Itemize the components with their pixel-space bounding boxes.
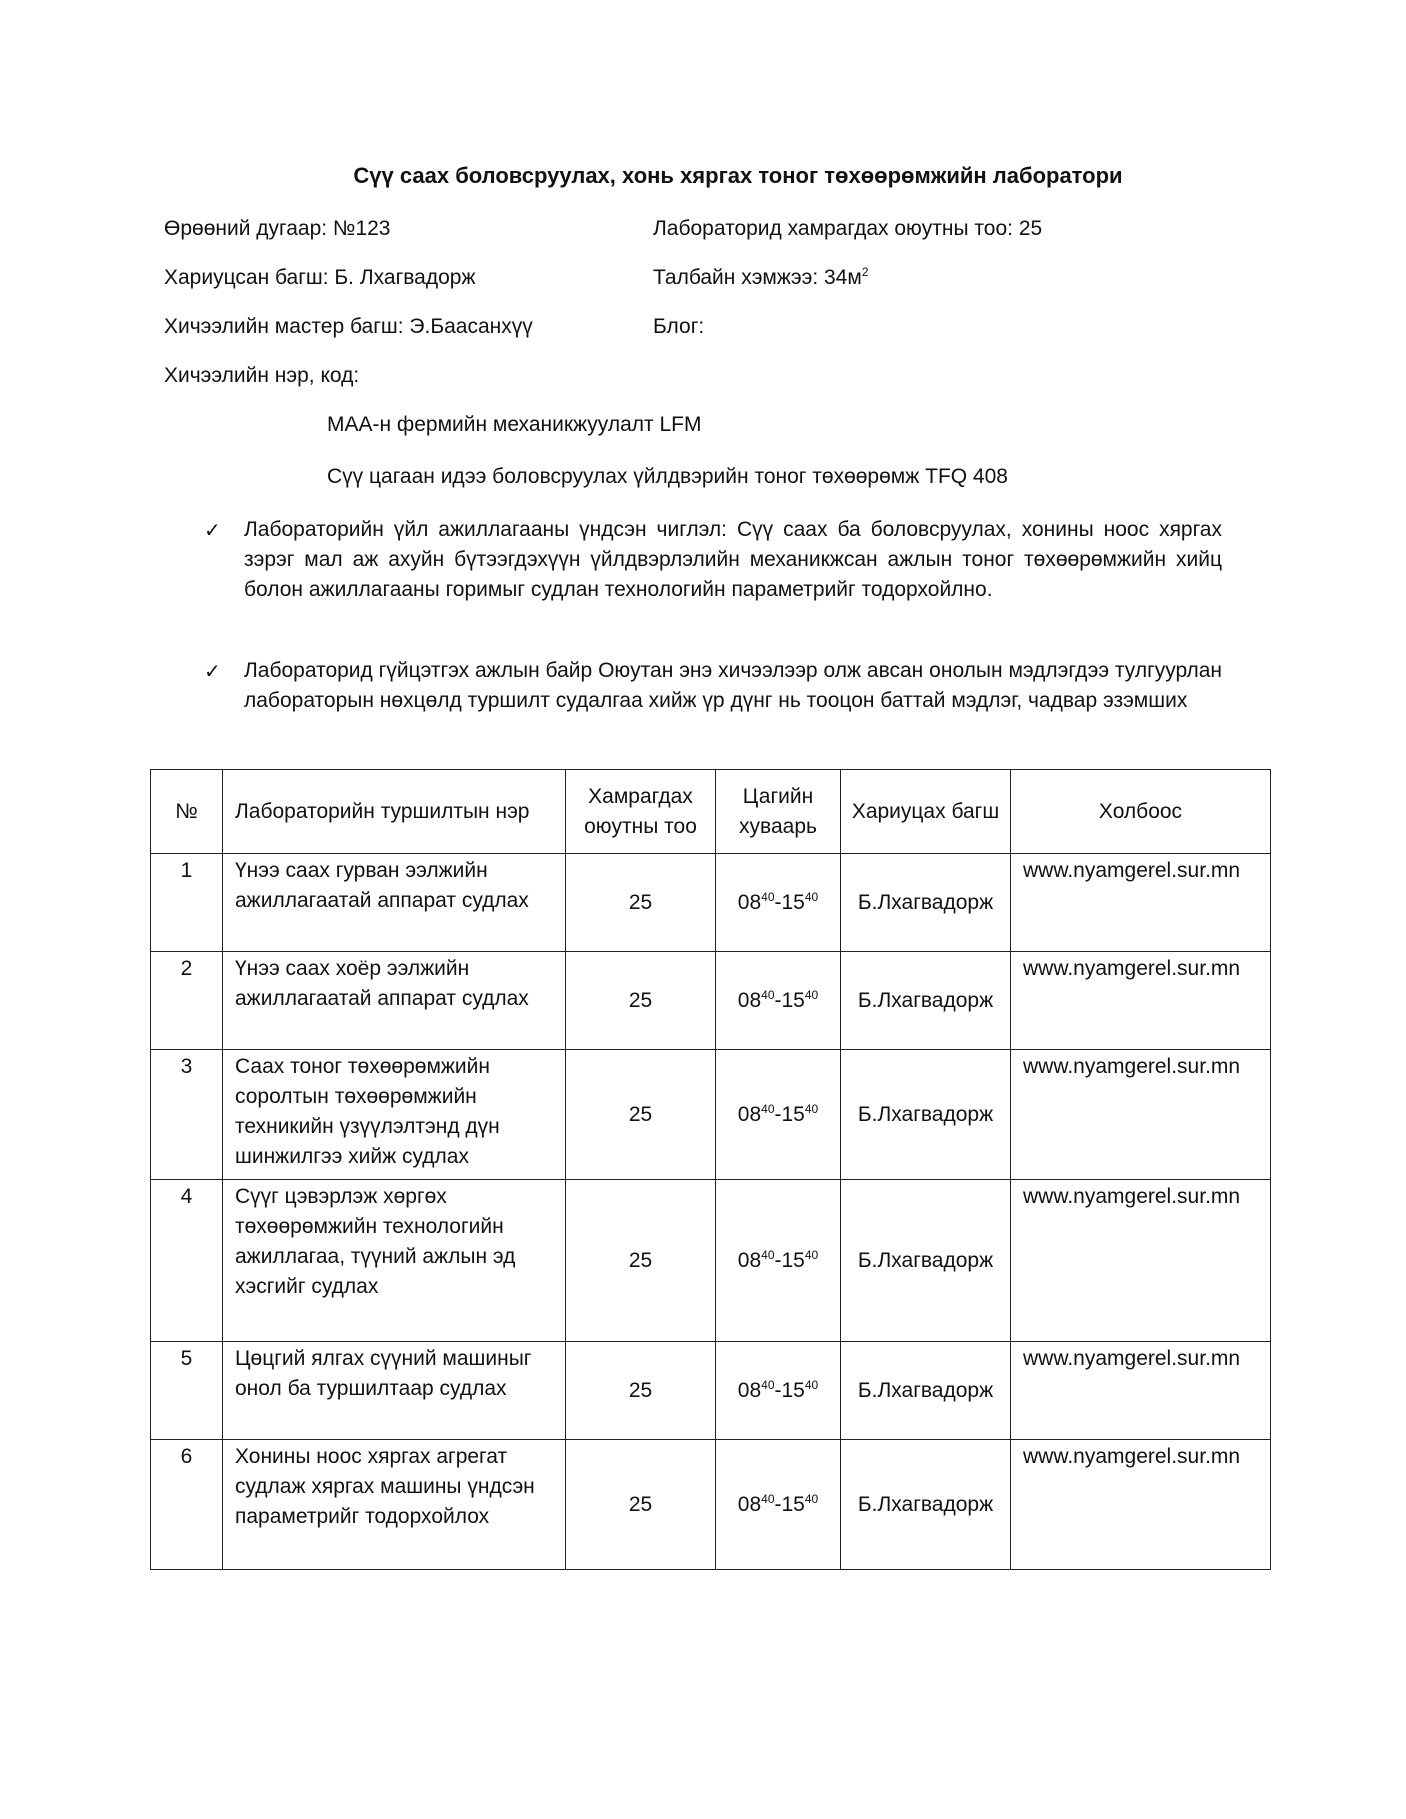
- student-count-cell: 25: [566, 854, 716, 952]
- link-cell[interactable]: www.nyamgerel.sur.mn: [1011, 1342, 1271, 1440]
- teacher-cell: Б.Лхагвадорж: [841, 1342, 1011, 1440]
- area-size-superscript: 2: [861, 265, 869, 279]
- link-cell[interactable]: www.nyamgerel.sur.mn: [1011, 1050, 1271, 1180]
- schedule-cell: [716, 952, 841, 1050]
- time-end: -15: [774, 988, 805, 1012]
- course-label: Хичээлийн нэр, код:: [164, 364, 360, 387]
- row-number: 2: [151, 952, 223, 1050]
- time-start-minutes: 40: [761, 1247, 775, 1262]
- blog-label: Блог:: [653, 315, 705, 338]
- table-row: [151, 952, 1271, 1050]
- time-start: 08: [737, 1102, 762, 1126]
- schedule-cell: [716, 1180, 841, 1342]
- link-cell[interactable]: www.nyamgerel.sur.mn: [1011, 952, 1271, 1050]
- row-number: 6: [151, 1440, 223, 1570]
- schedule-cell: [716, 1050, 841, 1180]
- time-end-minutes: 40: [804, 1101, 819, 1116]
- teacher-cell: Б.Лхагвадорж: [841, 854, 1011, 952]
- time-start-minutes: 40: [761, 1377, 775, 1392]
- link-cell[interactable]: www.nyamgerel.sur.mn: [1011, 854, 1271, 952]
- schedule-cell: [716, 1440, 841, 1570]
- experiment-name: Үнээ саах гурван ээлжийн ажиллагаатай аппарат судлах: [223, 854, 566, 952]
- experiment-name: Хонины ноос хяргах агрегат судлаж хяргах машины үндсэн параметрийг тодорхойлох: [223, 1440, 566, 1570]
- link-cell[interactable]: www.nyamgerel.sur.mn: [1011, 1440, 1271, 1570]
- table-row: [151, 1180, 1271, 1342]
- header-teacher: Хариуцах багш: [841, 770, 1011, 854]
- lab-experiments-table: [150, 769, 1271, 1570]
- table-row: [151, 1342, 1271, 1440]
- time-end-minutes: 40: [804, 889, 819, 904]
- time-end: -15: [774, 890, 805, 914]
- time-start: 08: [737, 1248, 762, 1272]
- area-size: [653, 266, 869, 290]
- bullet-item: [204, 656, 1222, 716]
- master-teacher: Хичээлийн мастер багш: Э.Баасанхүү: [164, 315, 533, 338]
- header-link: Холбоос: [1011, 770, 1271, 854]
- row-number: 3: [151, 1050, 223, 1180]
- time-start-minutes: 40: [761, 1491, 775, 1506]
- time-start: 08: [737, 988, 762, 1012]
- table-row: [151, 854, 1271, 952]
- table-row: [151, 1440, 1271, 1570]
- header-schedule: Цагийн хуваарь: [716, 770, 841, 854]
- bullet-text: Лабораторийн үйл ажиллагааны үндсэн чиглэл: Сүү саах ба боловсруулах, хонины ноос хяргах зэрэг мал аж ахуйн бүтээгдэхүүн үйлдвэрлэлийн механикжсан ажлын тоног төхөөрөмжийн хийц болон ажиллагааны горимыг судлан технологийн параметрийг тодорхойлно.: [244, 518, 1222, 601]
- teacher-cell: Б.Лхагвадорж: [841, 1180, 1011, 1342]
- course-item: Сүү цагаан идээ боловсруулах үйлдвэрийн тоног төхөөрөмж TFQ 408: [327, 465, 1008, 488]
- responsible-teacher: Хариуцсан багш: Б. Лхагвадорж: [164, 266, 476, 289]
- experiment-name: Сүүг цэвэрлэж хөргөх төхөөрөмжийн технологийн ажиллагаа, түүний ажлын эд хэсгийг судлах: [223, 1180, 566, 1342]
- experiment-name: Цөцгий ялгах сүүний машиныг онол ба туршилтаар судлах: [223, 1342, 566, 1440]
- header-student-count: Хамрагдах оюутны тоо: [566, 770, 716, 854]
- header-number: №: [151, 770, 223, 854]
- time-start-minutes: 40: [761, 987, 775, 1002]
- checkmark-icon: ✓: [204, 659, 221, 683]
- time-start: 08: [737, 1378, 762, 1402]
- bullet-item: [204, 515, 1222, 605]
- time-start-minutes: 40: [761, 1101, 775, 1116]
- link-cell[interactable]: www.nyamgerel.sur.mn: [1011, 1180, 1271, 1342]
- row-number: 1: [151, 854, 223, 952]
- schedule-cell: [716, 1342, 841, 1440]
- header-experiment-name: Лабораторийн туршилтын нэр: [223, 770, 566, 854]
- row-number: 4: [151, 1180, 223, 1342]
- experiment-name: Саах тоног төхөөрөмжийн соролтын төхөөрөмжийн техникийн үзүүлэлтэнд дүн шинжилгээ хийж судлах: [223, 1050, 566, 1180]
- student-count-cell: 25: [566, 952, 716, 1050]
- time-end: -15: [774, 1492, 805, 1516]
- student-count: Лабораторид хамрагдах оюутны тоо: 25: [653, 217, 1043, 240]
- time-start: 08: [737, 890, 762, 914]
- room-number: Өрөөний дугаар: №123: [164, 217, 391, 240]
- time-start: 08: [737, 1492, 762, 1516]
- student-count-cell: 25: [566, 1180, 716, 1342]
- bullet-text: Лабораторид гүйцэтгэх ажлын байр Оюутан энэ хичээлээр олж авсан онолын мэдлэгдээ тулгуурлан лабораторын нөхцөлд туршилт судалгаа хийж үр дүнг нь тооцон баттай мэдлэг, чадвар эзэмших: [244, 659, 1222, 712]
- experiment-name: Үнээ саах хоёр ээлжийн ажиллагаатай аппарат судлах: [223, 952, 566, 1050]
- course-item: МАА-н фермийн механикжуулалт LFM: [327, 413, 702, 436]
- time-end: -15: [774, 1378, 805, 1402]
- table-row: [151, 1050, 1271, 1180]
- teacher-cell: Б.Лхагвадорж: [841, 1050, 1011, 1180]
- student-count-cell: 25: [566, 1440, 716, 1570]
- time-end-minutes: 40: [804, 987, 819, 1002]
- time-end: -15: [774, 1102, 805, 1126]
- row-number: 5: [151, 1342, 223, 1440]
- page-title: Сүү саах боловсруулах, хонь хяргах тоног төхөөрөмжийн лаборатори: [353, 163, 1123, 188]
- area-size-text: Талбайн хэмжээ: 34м: [653, 266, 862, 289]
- time-end-minutes: 40: [804, 1377, 819, 1392]
- student-count-cell: 25: [566, 1050, 716, 1180]
- table-header-row: [151, 770, 1271, 854]
- checkmark-icon: ✓: [204, 518, 221, 542]
- teacher-cell: Б.Лхагвадорж: [841, 952, 1011, 1050]
- time-start-minutes: 40: [761, 889, 775, 904]
- schedule-cell: [716, 854, 841, 952]
- teacher-cell: Б.Лхагвадорж: [841, 1440, 1011, 1570]
- student-count-cell: 25: [566, 1342, 716, 1440]
- time-end: -15: [774, 1248, 805, 1272]
- time-end-minutes: 40: [804, 1491, 819, 1506]
- time-end-minutes: 40: [804, 1247, 819, 1262]
